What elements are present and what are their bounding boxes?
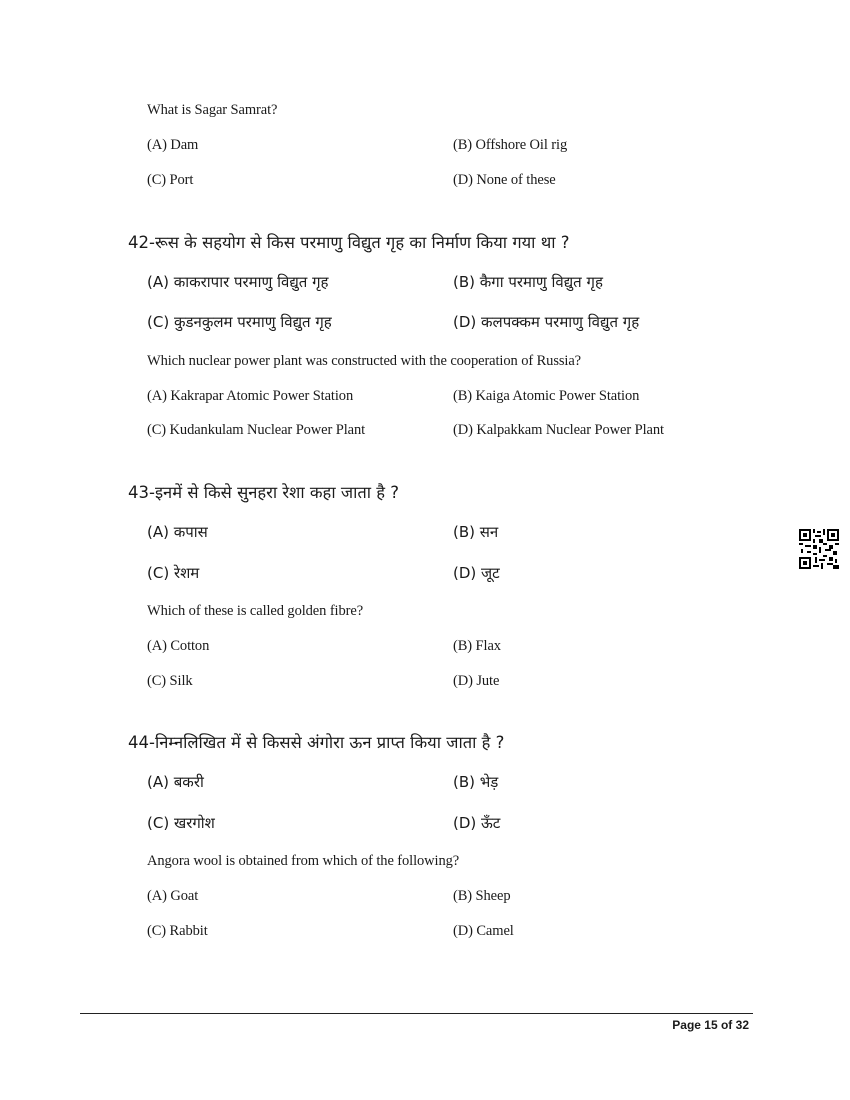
q43-option-b-en: (B) Flax (453, 638, 501, 654)
q42-option-b-hi: (B) कैगा परमाणु विद्युत गृह (453, 273, 603, 291)
q42-question-hi: 42-रूस के सहयोग से किस परमाणु विद्युत गृह का निर्माण किया गया था ? (128, 233, 570, 252)
q42-option-a-en: (A) Kakrapar Atomic Power Station (147, 388, 354, 404)
q44-option-b-en: (B) Sheep (453, 888, 511, 904)
qr-code-icon (799, 529, 839, 569)
q43-option-d-en: (D) Jute (453, 673, 500, 689)
q41-question-en: What is Sagar Samrat? (147, 102, 278, 118)
q42-question-en: Which nuclear power plant was constructed with the cooperation of Russia? (147, 353, 582, 369)
page-number: Page 15 of 32 (672, 1018, 749, 1032)
q44-option-a-en: (A) Goat (147, 888, 199, 904)
q43-option-a-hi: (A) कपास (147, 523, 208, 541)
q42-option-b-en: (B) Kaiga Atomic Power Station (453, 388, 640, 404)
q44-option-d-en: (D) Camel (453, 923, 514, 939)
q41-option-b-en: (B) Offshore Oil rig (453, 137, 568, 153)
q44-option-c-en: (C) Rabbit (147, 923, 208, 939)
q41-option-a-en: (A) Dam (147, 137, 199, 153)
q42-option-c-hi: (C) कुडनकुलम परमाणु विद्युत गृह (147, 313, 332, 331)
q43-option-a-en: (A) Cotton (147, 638, 210, 654)
q41-option-c-en: (C) Port (147, 172, 194, 188)
q44-option-b-hi: (B) भेड़ (453, 773, 499, 791)
q42-option-c-en: (C) Kudankulam Nuclear Power Plant (147, 422, 366, 438)
q41-option-d-en: (D) None of these (453, 172, 556, 188)
q43-option-c-en: (C) Silk (147, 673, 193, 689)
q42-option-d-hi: (D) कलपक्कम परमाणु विद्युत गृह (453, 313, 640, 331)
q44-question-hi: 44-निम्नलिखित में से किससे अंगोरा ऊन प्राप्त किया जाता है ? (128, 733, 505, 752)
q43-question-hi: 43-इनमें से किसे सुनहरा रेशा कहा जाता है ? (128, 483, 400, 502)
q44-question-en: Angora wool is obtained from which of the following? (147, 853, 460, 869)
footer-divider (80, 1013, 753, 1014)
q44-option-d-hi: (D) ऊँट (453, 814, 501, 832)
q44-option-c-hi: (C) खरगोश (147, 814, 215, 832)
q42-option-a-hi: (A) काकरापार परमाणु विद्युत गृह (147, 273, 329, 291)
q43-question-en: Which of these is called golden fibre? (147, 603, 364, 619)
q43-option-c-hi: (C) रेशम (147, 564, 200, 582)
q44-option-a-hi: (A) बकरी (147, 773, 204, 791)
q42-option-d-en: (D) Kalpakkam Nuclear Power Plant (453, 422, 664, 438)
q43-option-d-hi: (D) जूट (453, 564, 500, 582)
q43-option-b-hi: (B) सन (453, 523, 499, 541)
